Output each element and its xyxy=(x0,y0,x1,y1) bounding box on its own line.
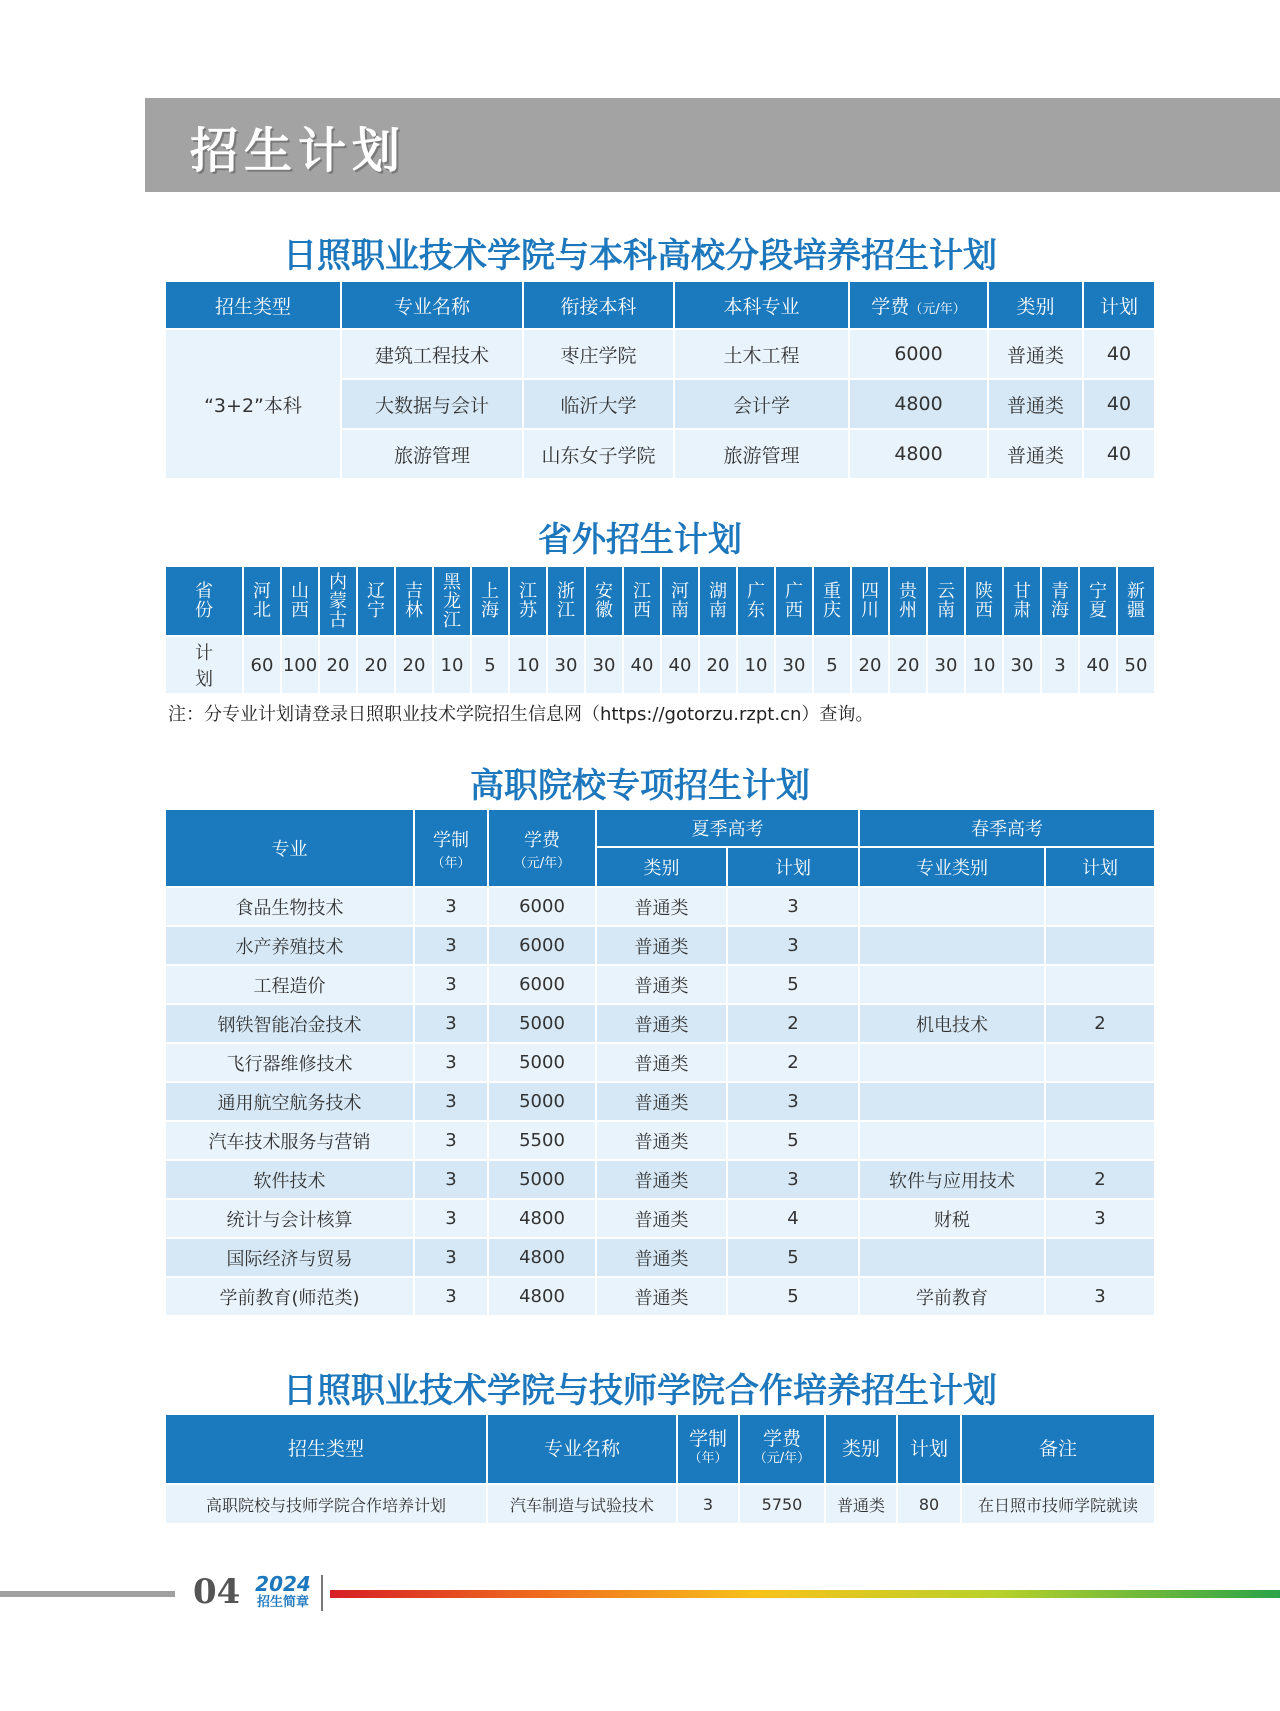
cell-major: 旅游管理 xyxy=(341,429,523,479)
cell-category: 普通类 xyxy=(988,429,1083,479)
header-major: 专业 xyxy=(165,809,414,887)
province-plan: 40 xyxy=(661,636,699,694)
cell-bmajor: 旅游管理 xyxy=(674,429,849,479)
cell-spring-category xyxy=(859,887,1045,926)
cell-major: 钢铁智能冶金技术 xyxy=(165,1004,414,1043)
table-row xyxy=(165,1043,1155,1082)
header-category: 类别 xyxy=(825,1414,897,1484)
cell-fee: 5000 xyxy=(488,1082,596,1121)
header-years: 学制 （年） xyxy=(677,1414,739,1484)
cell-spring-category xyxy=(859,1043,1045,1082)
cell-plan: 4 xyxy=(727,1199,859,1238)
table-row xyxy=(165,887,1155,926)
table-row xyxy=(165,965,1155,1004)
province-header: 江 西 xyxy=(623,566,661,636)
province-header: 宁 夏 xyxy=(1079,566,1117,636)
table-row xyxy=(165,1484,1155,1524)
province-plan: 50 xyxy=(1117,636,1155,694)
cell-category: 普通类 xyxy=(596,1121,727,1160)
cell-spring-plan: 2 xyxy=(1045,1160,1155,1199)
cell-spring-category xyxy=(859,1238,1045,1277)
header-province: 省 份 xyxy=(165,566,243,636)
cell-spring-plan: 3 xyxy=(1045,1277,1155,1316)
cooperation-plan-table xyxy=(164,1413,1156,1525)
cell-fee: 4800 xyxy=(488,1199,596,1238)
province-header: 陕 西 xyxy=(965,566,1003,636)
cell-plan: 2 xyxy=(727,1043,859,1082)
table-row xyxy=(165,1004,1155,1043)
cell-major: 汽车技术服务与营销 xyxy=(165,1121,414,1160)
cell-spring-plan xyxy=(1045,1043,1155,1082)
table-row xyxy=(165,1199,1155,1238)
header-remark: 备注 xyxy=(961,1414,1155,1484)
cell-plan: 5 xyxy=(727,965,859,1004)
province-header: 河 北 xyxy=(243,566,281,636)
cell-years: 3 xyxy=(414,1238,488,1277)
header-summer: 夏季高考 xyxy=(596,809,859,847)
cell-major: 学前教育(师范类) xyxy=(165,1277,414,1316)
cell-plan: 5 xyxy=(727,1121,859,1160)
cell-plan: 40 xyxy=(1083,429,1155,479)
cell-years: 3 xyxy=(677,1484,739,1524)
section3-title: 高职院校专项招生计划 xyxy=(470,766,810,806)
cell-plan: 5 xyxy=(727,1277,859,1316)
province-header: 河 南 xyxy=(661,566,699,636)
section2-title: 省外招生计划 xyxy=(538,520,742,560)
cell-category: 普通类 xyxy=(596,1277,727,1316)
province-header: 湖 南 xyxy=(699,566,737,636)
cell-spring-category xyxy=(859,926,1045,965)
header-summer-plan: 计划 xyxy=(727,847,859,887)
cell-univ: 山东女子学院 xyxy=(523,429,674,479)
province-header: 广 西 xyxy=(775,566,813,636)
cell-remark: 在日照市技师学院就读 xyxy=(961,1484,1155,1524)
table-row xyxy=(165,1160,1155,1199)
cell-plan: 80 xyxy=(897,1484,961,1524)
footer-label: 招生简章 xyxy=(256,1595,309,1610)
cell-plan: 3 xyxy=(727,1160,859,1199)
cell-fee: 6000 xyxy=(488,926,596,965)
province-plan: 40 xyxy=(623,636,661,694)
cell-type: 高职院校与技师学院合作培养计划 xyxy=(165,1484,487,1524)
province-header: 云 南 xyxy=(927,566,965,636)
cell-plan: 3 xyxy=(727,1082,859,1121)
cell-spring-plan: 2 xyxy=(1045,1004,1155,1043)
cell-years: 3 xyxy=(414,1082,488,1121)
cell-category: 普通类 xyxy=(596,1004,727,1043)
cell-fee: 5750 xyxy=(739,1484,825,1524)
cell-spring-plan xyxy=(1045,1121,1155,1160)
cell-category: 普通类 xyxy=(596,1043,727,1082)
segmented-training-table xyxy=(164,280,1156,480)
note-text: 注：分专业计划请登录日照职业技术学院招生信息网（https://gotorzu.rzpt.cn）查询。 xyxy=(168,704,874,725)
header-banner xyxy=(145,98,1280,192)
province-plan: 20 xyxy=(699,636,737,694)
plan-label-cell: 计 划 xyxy=(165,636,243,694)
header-major: 专业名称 xyxy=(487,1414,677,1484)
province-header: 浙 江 xyxy=(547,566,585,636)
cell-spring-plan xyxy=(1045,926,1155,965)
cell-bmajor: 会计学 xyxy=(674,379,849,429)
cell-years: 3 xyxy=(414,1160,488,1199)
cell-major: 统计与会计核算 xyxy=(165,1199,414,1238)
cell-years: 3 xyxy=(414,887,488,926)
table-row xyxy=(165,926,1155,965)
cell-spring-plan xyxy=(1045,887,1155,926)
header-fee: 学费 （元/年） xyxy=(488,809,596,887)
cell-major: 大数据与会计 xyxy=(341,379,523,429)
cell-category: 普通类 xyxy=(596,1160,727,1199)
cell-years: 3 xyxy=(414,965,488,1004)
province-header: 广 东 xyxy=(737,566,775,636)
section1-title: 日照职业技术学院与本科高校分段培养招生计划 xyxy=(283,236,997,276)
province-header: 四 川 xyxy=(851,566,889,636)
section4-title: 日照职业技术学院与技师学院合作培养招生计划 xyxy=(283,1371,997,1411)
cell-fee: 5500 xyxy=(488,1121,596,1160)
cell-fee: 5000 xyxy=(488,1004,596,1043)
header-category: 类别 xyxy=(988,281,1083,329)
cell-bmajor: 土木工程 xyxy=(674,329,849,379)
province-plan: 100 xyxy=(281,636,319,694)
cell-major: 建筑工程技术 xyxy=(341,329,523,379)
province-header: 辽 宁 xyxy=(357,566,395,636)
cell-fee: 4800 xyxy=(488,1277,596,1316)
province-header: 甘 肃 xyxy=(1003,566,1041,636)
table-row xyxy=(165,1121,1155,1160)
province-plan: 40 xyxy=(1079,636,1117,694)
cell-plan: 40 xyxy=(1083,379,1155,429)
province-plan: 5 xyxy=(813,636,851,694)
cell-major: 汽车制造与试验技术 xyxy=(487,1484,677,1524)
cell-fee: 4800 xyxy=(849,379,988,429)
header-type: 招生类型 xyxy=(165,281,341,329)
table-row xyxy=(165,329,1155,379)
footer-year: 2024 xyxy=(255,1572,311,1596)
header-spring-plan: 计划 xyxy=(1045,847,1155,887)
province-plan: 20 xyxy=(319,636,357,694)
cell-category: 普通类 xyxy=(988,379,1083,429)
province-plan: 20 xyxy=(851,636,889,694)
cell-major: 食品生物技术 xyxy=(165,887,414,926)
province-header: 黑 龙 江 xyxy=(433,566,471,636)
cell-spring-plan xyxy=(1045,1082,1155,1121)
province-plan: 30 xyxy=(547,636,585,694)
cell-plan: 3 xyxy=(727,926,859,965)
cell-major: 水产养殖技术 xyxy=(165,926,414,965)
cell-spring-plan xyxy=(1045,965,1155,1004)
cell-spring-category: 学前教育 xyxy=(859,1277,1045,1316)
header-univ: 衔接本科 xyxy=(523,281,674,329)
province-plan: 60 xyxy=(243,636,281,694)
cell-plan: 5 xyxy=(727,1238,859,1277)
cell-spring-category: 软件与应用技术 xyxy=(859,1160,1045,1199)
cell-spring-category xyxy=(859,1121,1045,1160)
province-plan: 10 xyxy=(737,636,775,694)
cell-spring-plan: 3 xyxy=(1045,1199,1155,1238)
cell-major: 国际经济与贸易 xyxy=(165,1238,414,1277)
cell-major: 飞行器维修技术 xyxy=(165,1043,414,1082)
cell-major: 工程造价 xyxy=(165,965,414,1004)
footer-color-bar xyxy=(330,1590,1280,1598)
header-major: 专业名称 xyxy=(341,281,523,329)
cell-years: 3 xyxy=(414,1121,488,1160)
header-bmajor: 本科专业 xyxy=(674,281,849,329)
province-header: 山 西 xyxy=(281,566,319,636)
footer-brand xyxy=(252,1573,314,1611)
out-of-province-table xyxy=(164,565,1156,695)
cell-spring-plan xyxy=(1045,1238,1155,1277)
province-header: 安 徽 xyxy=(585,566,623,636)
cell-fee: 6000 xyxy=(488,965,596,1004)
cell-plan: 40 xyxy=(1083,329,1155,379)
cell-years: 3 xyxy=(414,926,488,965)
cell-fee: 6000 xyxy=(488,887,596,926)
cell-fee: 4800 xyxy=(849,429,988,479)
header-plan: 计划 xyxy=(897,1414,961,1484)
header-years: 学制 （年） xyxy=(414,809,488,887)
province-plan: 10 xyxy=(509,636,547,694)
table-row xyxy=(165,1277,1155,1316)
cell-plan: 3 xyxy=(727,887,859,926)
cell-plan: 2 xyxy=(727,1004,859,1043)
table-row xyxy=(165,1082,1155,1121)
cell-fee: 5000 xyxy=(488,1160,596,1199)
footer-divider xyxy=(321,1575,323,1611)
province-plan: 10 xyxy=(433,636,471,694)
cell-univ: 临沂大学 xyxy=(523,379,674,429)
banner-title: 招生计划 xyxy=(190,123,407,179)
province-header: 吉 林 xyxy=(395,566,433,636)
cell-category: 普通类 xyxy=(596,1238,727,1277)
cell-category: 普通类 xyxy=(596,1082,727,1121)
cell-fee: 6000 xyxy=(849,329,988,379)
cell-years: 3 xyxy=(414,1199,488,1238)
province-plan: 3 xyxy=(1041,636,1079,694)
cell-category: 普通类 xyxy=(988,329,1083,379)
cell-major: 通用航空航务技术 xyxy=(165,1082,414,1121)
table-row xyxy=(165,1238,1155,1277)
cell-spring-category xyxy=(859,965,1045,1004)
cell-category: 普通类 xyxy=(596,887,727,926)
header-plan: 计划 xyxy=(1083,281,1155,329)
cell-years: 3 xyxy=(414,1004,488,1043)
cell-fee: 4800 xyxy=(488,1238,596,1277)
type-cell: “3+2”本科 xyxy=(165,329,341,479)
header-spring-category: 专业类别 xyxy=(859,847,1045,887)
cell-category: 普通类 xyxy=(596,926,727,965)
header-summer-category: 类别 xyxy=(596,847,727,887)
cell-category: 普通类 xyxy=(596,965,727,1004)
province-plan: 20 xyxy=(395,636,433,694)
province-plan: 30 xyxy=(1003,636,1041,694)
province-header: 上 海 xyxy=(471,566,509,636)
province-plan: 30 xyxy=(775,636,813,694)
province-plan: 10 xyxy=(965,636,1003,694)
cell-spring-category xyxy=(859,1082,1045,1121)
cell-years: 3 xyxy=(414,1277,488,1316)
province-header: 内 蒙 古 xyxy=(319,566,357,636)
cell-univ: 枣庄学院 xyxy=(523,329,674,379)
province-plan: 30 xyxy=(927,636,965,694)
province-plan: 20 xyxy=(357,636,395,694)
special-plan-table xyxy=(164,808,1156,1317)
cell-category: 普通类 xyxy=(596,1199,727,1238)
province-header: 重 庆 xyxy=(813,566,851,636)
province-header: 新 疆 xyxy=(1117,566,1155,636)
cell-category: 普通类 xyxy=(825,1484,897,1524)
province-header: 青 海 xyxy=(1041,566,1079,636)
footer-line xyxy=(0,1591,175,1597)
province-plan: 5 xyxy=(471,636,509,694)
cell-major: 软件技术 xyxy=(165,1160,414,1199)
cell-fee: 5000 xyxy=(488,1043,596,1082)
province-plan: 20 xyxy=(889,636,927,694)
province-header: 贵 州 xyxy=(889,566,927,636)
province-plan: 30 xyxy=(585,636,623,694)
page-number: 04 xyxy=(193,1572,241,1612)
cell-years: 3 xyxy=(414,1043,488,1082)
cell-spring-category: 机电技术 xyxy=(859,1004,1045,1043)
header-spring: 春季高考 xyxy=(859,809,1155,847)
province-header: 江 苏 xyxy=(509,566,547,636)
header-fee: 学费 （元/年） xyxy=(739,1414,825,1484)
header-type: 招生类型 xyxy=(165,1414,487,1484)
cell-spring-category: 财税 xyxy=(859,1199,1045,1238)
header-fee: 学费（元/年） xyxy=(849,281,988,329)
